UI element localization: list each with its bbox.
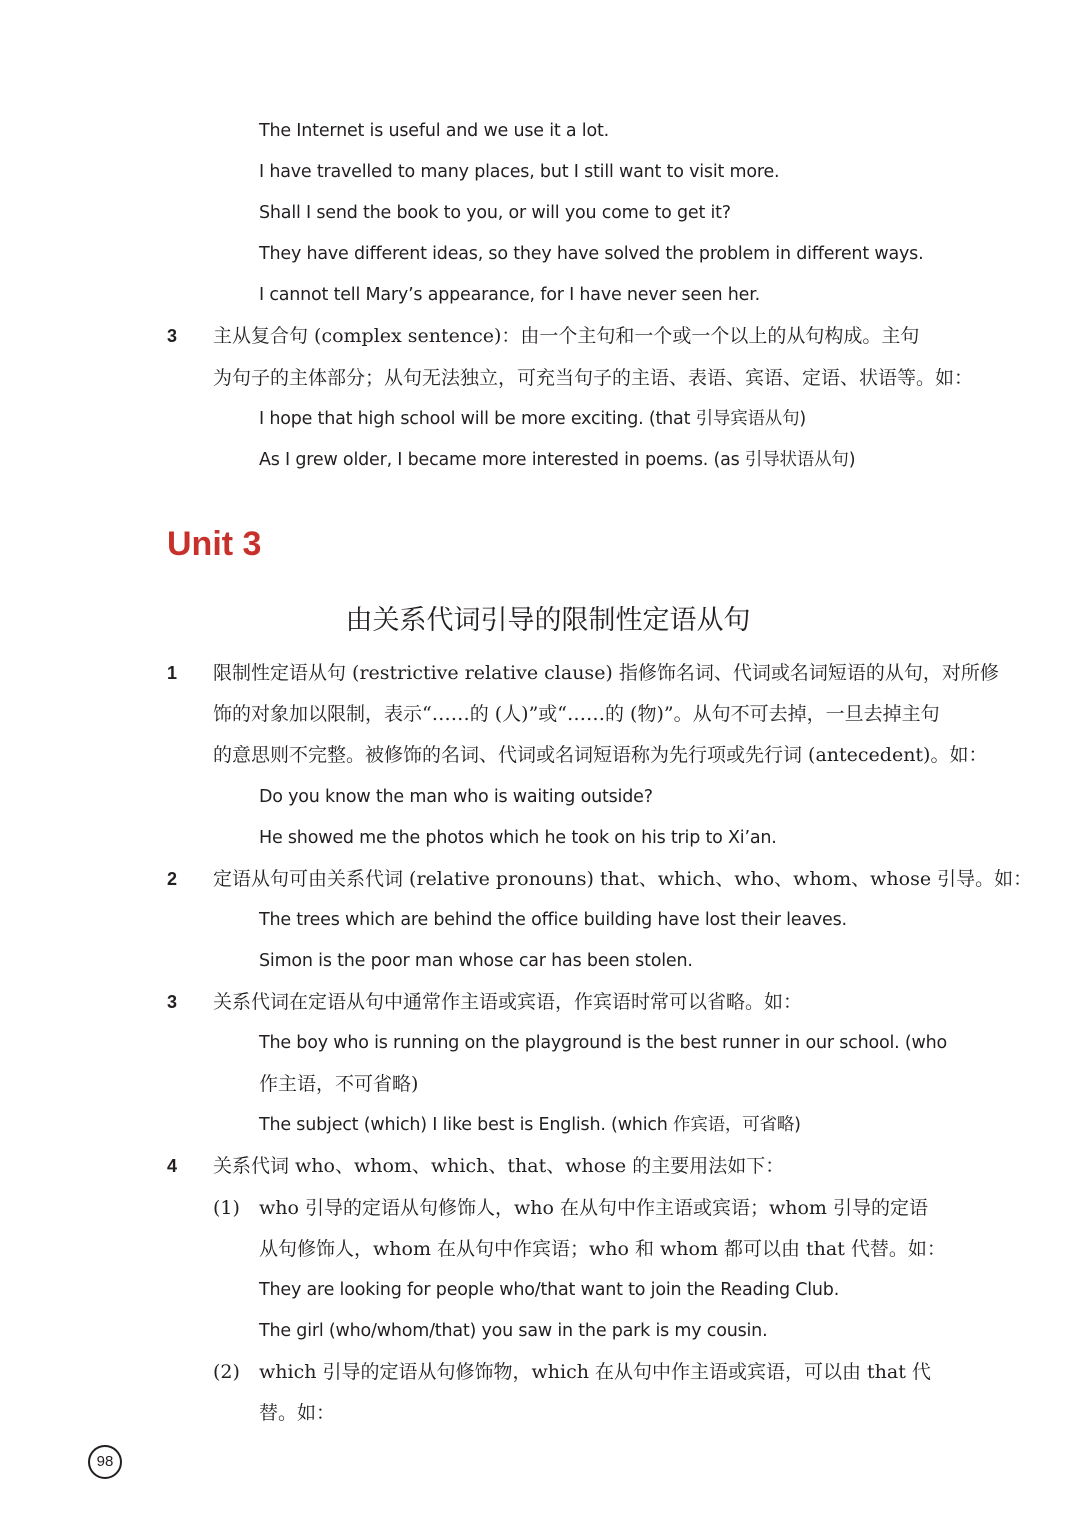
explanation-text: 饰的对象加以限制，表示“……的 (人)”或“……的 (物)”。从句不可去掉，一旦去掉主句 [213, 703, 940, 725]
item-number: 1 [167, 663, 178, 683]
page-number: 98 [88, 1445, 122, 1479]
sub-item-label: (1) [213, 1197, 240, 1219]
example-sentence: The girl (who/whom/that) you saw in the park is my cousin. [259, 1321, 768, 1341]
example-sentence: The boy who is running on the playground is the best runner in our school. (who [259, 1033, 948, 1053]
section-title: 由关系代词引导的限制性定语从句 [345, 605, 751, 636]
explanation-text: 的意思则不完整。被修饰的名词、代词或名词短语称为先行项或先行词 (antecedent)。如： [213, 744, 988, 766]
example-sentence: They are looking for people who/that want to join the Reading Club. [259, 1280, 840, 1300]
explanation-text: 定语从句可由关系代词 (relative pronouns) that、which、who、whom、whose 引导。如： [213, 868, 1033, 890]
example-sentence: Do you know the man who is waiting outside? [259, 787, 653, 807]
explanation-text: 为句子的主体部分；从句无法独立，可充当句子的主语、表语、宾语、定语、状语等。如： [213, 367, 974, 389]
item-number: 3 [167, 326, 178, 346]
explanation-text: 替。如： [259, 1402, 336, 1424]
item-number: 2 [167, 869, 178, 889]
explanation-text: 主从复合句 (complex sentence)：由一个主句和一个或一个以上的从句构成。主句 [213, 325, 920, 347]
item-number: 4 [167, 1156, 178, 1176]
example-sentence: He showed me the photos which he took on his trip to Xi’an. [259, 828, 777, 848]
item-number: 3 [167, 992, 178, 1012]
explanation-text: 作主语，不可省略) [259, 1073, 419, 1095]
example-sentence: I cannot tell Mary’s appearance, for I have never seen her. [259, 285, 760, 305]
explanation-text: 关系代词在定语从句中通常作主语或宾语，作宾语时常可以省略。如： [213, 991, 803, 1013]
unit-title: Unit 3 [167, 525, 262, 563]
example-sentence: I have travelled to many places, but I still want to visit more. [259, 162, 780, 182]
example-sentence: Shall I send the book to you, or will you come to get it? [259, 203, 731, 223]
example-sentence: The subject (which) I like best is English. (which 作宾语，可省略) [259, 1115, 801, 1135]
explanation-text: 限制性定语从句 (restrictive relative clause) 指修饰名词、代词或名词短语的从句，对所修 [213, 662, 999, 684]
explanation-text: 关系代词 who、whom、which、that、whose 的主要用法如下： [213, 1155, 785, 1177]
example-sentence: As I grew older, I became more interested in poems. (as 引导状语从句) [259, 450, 856, 470]
example-sentence: Simon is the poor man whose car has been stolen. [259, 951, 693, 971]
example-sentence: The trees which are behind the office building have lost their leaves. [259, 910, 847, 930]
example-sentence: The Internet is useful and we use it a lot. [259, 121, 609, 141]
example-sentence: They have different ideas, so they have solved the problem in different ways. [259, 244, 924, 264]
explanation-text: 从句修饰人，whom 在从句中作宾语；who 和 whom 都可以由 that 代替。如： [259, 1238, 946, 1260]
sub-item-label: (2) [213, 1361, 240, 1383]
explanation-text: which 引导的定语从句修饰物，which 在从句中作主语或宾语，可以由 that 代 [259, 1361, 931, 1383]
explanation-text: who 引导的定语从句修饰人，who 在从句中作主语或宾语；whom 引导的定语 [259, 1197, 928, 1219]
example-sentence: I hope that high school will be more exciting. (that 引导宾语从句) [259, 409, 807, 429]
